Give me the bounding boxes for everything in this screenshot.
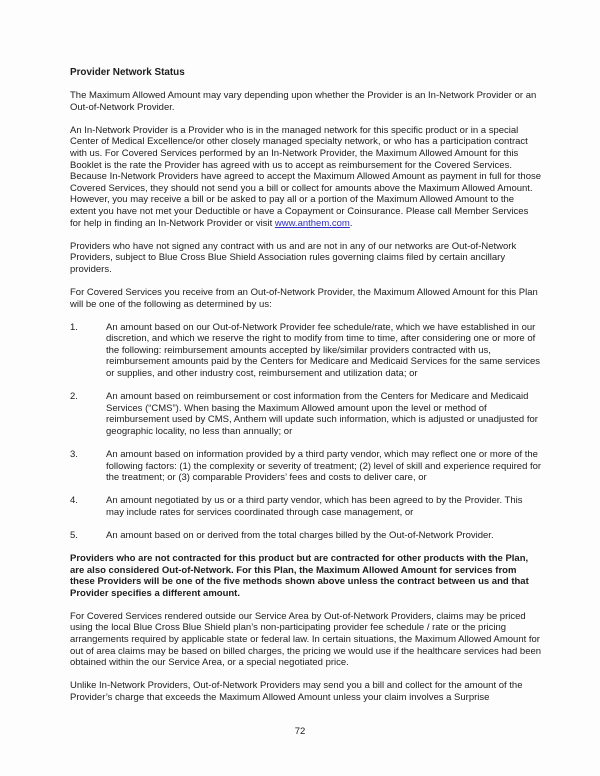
list-item [70, 322, 542, 380]
list-item-number: 4. [70, 495, 78, 507]
list-item-number: 1. [70, 321, 78, 333]
section-heading: Provider Network Status [70, 67, 185, 78]
paragraph-text: An In-Network Provider is a Provider who is in the managed network for this specific product or in a special Center of Medical Excellence/or other closely managed specialty network, or who has a participation contract with us. For Covered Services performed by an In-Network Provider, the Maximum Allowed Amount for this Booklet is the rate the Provider has agreed with us to accept as reimbursement for the Covered Services. Because In-Network Providers have agreed to accept the Maximum Allowed Amount as payment in full for those Covered Services, they should not send you a bill or collect for amounts above the Maximum Allowed Amount. However, you may receive a bill or be asked to pay all or a portion of the Maximum Allowed Amount to the extent you have not met your Deductible or have a Copayment or Coinsurance. Please call Member Services for help in finding an In-Network Provider or visit [70, 124, 542, 229]
paragraph-in-network [70, 125, 542, 229]
list-item-text: An amount based on reimbursement or cost information from the Centers for Medicare and Medicaid Services (“CMS”). When basing the Maximum Allowed amount upon the level or method of reimbursement used by CMS, Anthem will update such information, which is adjusted or unadjusted for geographic locality, no less than annually; or [106, 391, 538, 437]
paragraph-maa-intro: The Maximum Allowed Amount may vary depending upon whether the Provider is an In-Network Provider or an Out-of-Network Provider. [70, 90, 537, 113]
page-number: 72 [294, 726, 306, 737]
list-item-text: An amount based on our Out-of-Network Provider fee schedule/rate, which we have established in our discretion, and which we reserve the right to modify from time to time, after considering one or more of the following: reimbursement amounts accepted by like/similar providers contracted with us, reimbursement amounts paid by the Centers for Medicare and Medicaid Services for the same services or supplies, and other industry cost, reimbursement and utilization data; or [106, 321, 541, 379]
list-item [70, 495, 542, 518]
list-item-text: An amount negotiated by us or a third party vendor, which has been agreed to by the Provider. This may include rates for services coordinated through case management, or [106, 495, 523, 518]
paragraph-list-intro: For Covered Services you receive from an Out-of-Network Provider, the Maximum Allowed Amount for this Plan will be one of the following as determined by us: [70, 286, 538, 310]
list-item-number: 2. [70, 391, 78, 403]
paragraph-out-of-network: Providers who have not signed any contract with us and are not in any of our networks are Out-of-Network Providers, subject to Blue Cross Blue Shield Association rules governing claims filed by certain ancillary providers. [70, 240, 517, 275]
paragraph-out-of-area: For Covered Services rendered outside our Service Area by Out-of-Network Providers, claims may be priced using the local Blue Cross Blue Shield plan’s non-participating provider fee schedule / rate or the pricing arrangements required by applicable state or federal law. In certain situations, the Maximum Allowed Amount for out of area claims may be based on billed charges, the pricing we would use if the healthcare services had been obtained within the our Service Area, or a special negotiated price. [70, 610, 542, 669]
list-item [70, 449, 542, 484]
anthem-website-link[interactable]: www.anthem.com [274, 217, 350, 229]
list-item [70, 530, 542, 542]
list-item-number: 5. [70, 529, 78, 541]
list-item-number: 3. [70, 448, 78, 460]
list-item-text: An amount based on information provided by a third party vendor, which may reflect one or more of the following factors: (1) the complexity or severity of treatment; (2) level of skill and experience required for the treatment; or (3) comparable Providers’ fees and costs to deliver care, or [106, 448, 542, 484]
paragraph-text-suffix: . [349, 217, 353, 229]
list-item [70, 391, 542, 437]
paragraph-bold-other-products: Providers who are not contracted for this product but are contracted for other products with the Plan, are also considered Out-of-Network. For this Plan, the Maximum Allowed Amount for services from these Providers will be one of the five methods shown above unless the contract between us and that Provider specifies a different amount. [70, 553, 529, 599]
list-item-text: An amount based on or derived from the total charges billed by the Out-of-Network Provider. [106, 529, 494, 541]
paragraph-balance-billing: Unlike In-Network Providers, Out-of-Network Providers may send you a bill and collect for the amount of the Provider’s charge that exceeds the Maximum Allowed Amount unless your claim involves a Surprise [70, 680, 523, 703]
